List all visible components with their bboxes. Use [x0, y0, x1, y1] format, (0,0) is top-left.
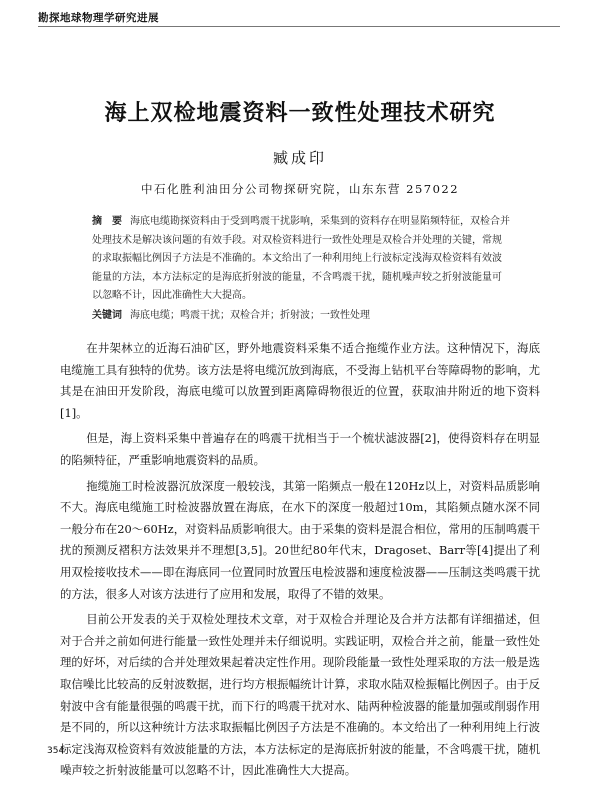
body-paragraph: 但是，海上资料采集中普遍存在的鸣震干扰相当于一个梳状滤波器[2]，使得资料存在明显的陷频特征，严重影响地震资料的品质。 — [60, 431, 540, 467]
abstract-text: 海底电缆勘探资料由于受到鸣震干扰影响，采集到的资料存在明显陷频特征，双检合并处理技术是解决该问题的有效手段。对双检资料进行一致性处理是双检合并处理的关键，常规的求取振幅比例因子方法是不准确的。本文给出了一种利用纯上行波标定浅海双检资料有效波能量的方法，本方法标定的是海底折射波的能量，不含鸣震干扰，随机噪声较之折射波能量可以忽略不计，因此准确性大大提高。 — [92, 216, 510, 302]
journal-header: 勘探地球物理学研究进展 — [38, 12, 159, 24]
body-paragraph: 在井架林立的近海石油矿区，野外地震资料采集不适合拖缆作业方法。这种情况下，海底电缆施工具有独特的优势。该方法是将电缆沉放到海底，不受海上钻机平台等障碍物的影响，尤其是在油田开发阶段，海底电缆可以放置到距离障碍物很近的位置，获取油井附近的地下资料[1]。 — [60, 341, 540, 420]
article-body — [60, 338, 540, 786]
body-paragraph: 目前公开发表的关于双检处理技术文章，对于双检合并理论及合并方法都有详细描述，但对于合并之前如何进行能量一致性处理并未仔细说明。实践证明，双检合并之前，能量一致性处理的好坏，对后续的合并处理效果起着决定性作用。现阶段能量一致性处理采取的方法一般是选取信噪比比较高的反射波数据，进行均方根振幅统计计算，求取水陆双检振幅比例因子。由于反射波中含有能量很强的鸣震干扰，而下行的鸣震干扰对水、陆两种检波器的能量加强或削弱作用是不同的，所以这种统计方法求取振幅比例因子方法是不准确的。本文给出了一种利用纯上行波标定浅海双检资料有效波能量的方法，本方法标定的是海底折射波的能量，不含鸣震干扰，随机噪声较之折射波能量可以忽略不计，因此准确性大大提高。 — [60, 612, 540, 778]
keywords — [92, 307, 510, 326]
article-affiliation: 中石化胜利油田分公司物探研究院，山东东营 257022 — [140, 182, 460, 196]
header-divider — [38, 26, 560, 27]
article-title: 海上双检地震资料一致性处理技术研究 — [104, 101, 496, 126]
abstract — [92, 213, 510, 306]
article-author: 臧成印 — [272, 149, 327, 167]
abstract-label: 摘 要 — [92, 216, 122, 227]
abstract-block — [92, 213, 510, 326]
keywords-text: 海底电缆；鸣震干扰；双检合并；折射波；一致性处理 — [130, 309, 370, 321]
page-number: 354 — [47, 746, 65, 756]
keywords-label: 关键词 — [92, 309, 122, 321]
body-paragraph: 拖缆施工时检波器沉放深度一般较浅，其第一陷频点一般在120Hz以上，对资料品质影响不大。海底电缆施工时检波器放置在海底，在水下的深度一般超过10m，其陷频点随水深不同一般分布在20～60Hz，对资料品质影响很大。由于采集的资料是混合相位，常用的压制鸣震干扰的预测反褶积方法效果并不理想[3,5]。20世纪80年代末，Dragoset、Barr等[4]提出了利用双检接收技术——即在海底同一位置同时放置压电检波器和速度检波器——压制这类鸣震干扰的方法，很多人对该方法进行了应用和发展，取得了不错的效果。 — [60, 478, 540, 601]
